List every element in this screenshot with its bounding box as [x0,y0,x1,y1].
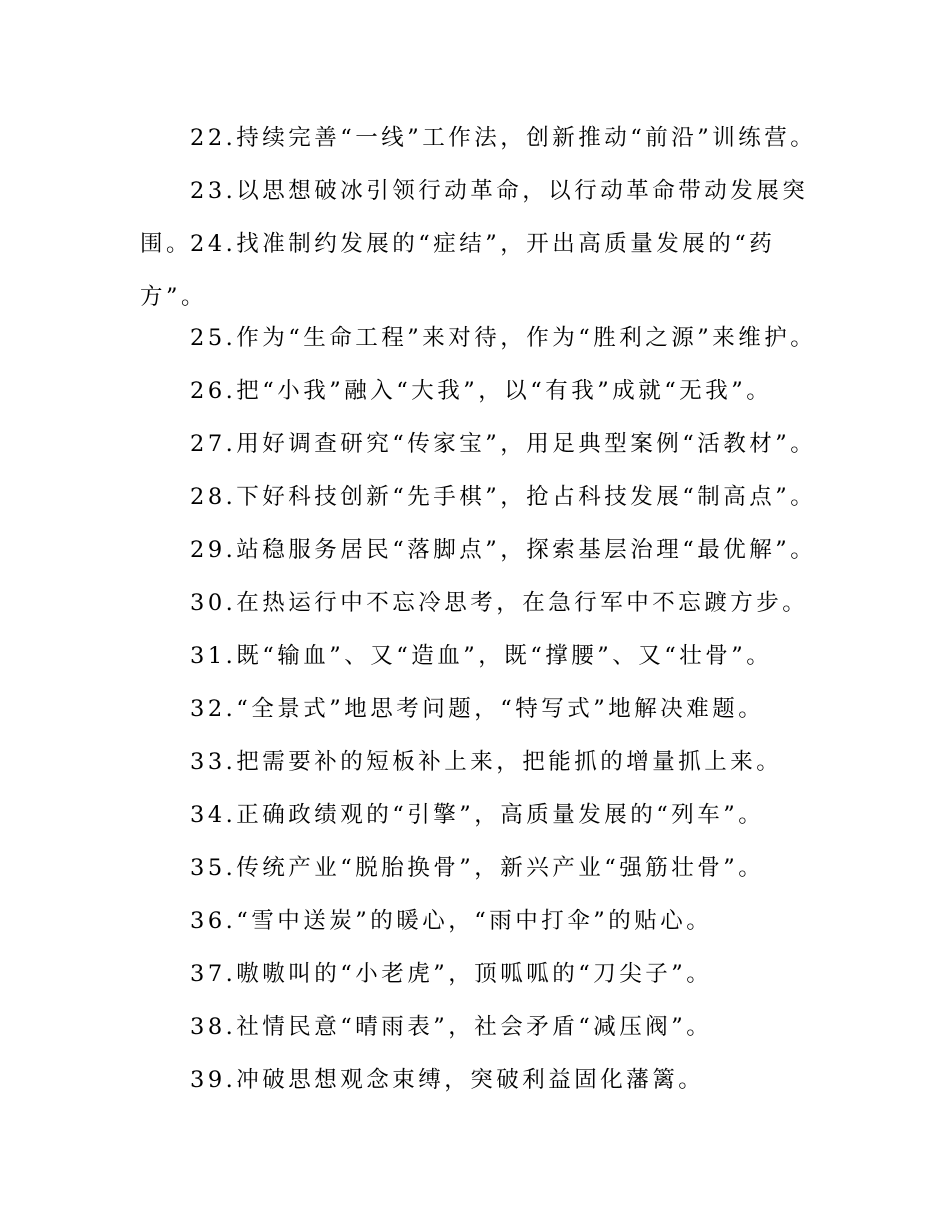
phrase-item-26: 26.把“小我”融入“大我”，以“有我”成就“无我”。 [190,378,773,404]
phrase-item-36: 36.“雪中送炭”的暖心，“雨中打伞”的贴心。 [190,908,713,934]
phrase-item-35: 35.传统产业“脱胎换骨”，新兴产业“强筋壮骨”。 [190,855,765,881]
phrase-item-30: 30.在热运行中不忘冷思考，在急行军中不忘踱方步。 [190,590,809,616]
phrase-item-22: 22.持续完善“一线”工作法，创新推动“前沿”训练营。 [190,125,817,151]
phrase-item-34: 34.正确政绩观的“引擎”，高质量发展的“列车”。 [190,802,765,828]
phrase-item-24: 24.找准制约发展的“症结”，开出高质量发展的“药方”。 [140,231,776,310]
phrase-item-33: 33.把需要补的短板补上来，把能抓的增量抓上来。 [190,749,783,775]
phrase-item-39: 39.冲破思想观念束缚，突破利益固化藩篱。 [190,1067,705,1093]
phrase-item-38: 38.社情民意“晴雨表”，社会矛盾“减压阀”。 [190,1014,713,1040]
phrase-item-29: 29.站稳服务居民“落脚点”，探索基层治理“最优解”。 [190,537,817,563]
phrase-item-32: 32.“全景式”地思考问题，“特写式”地解决难题。 [190,696,765,722]
phrase-item-23: 23.以思想破冰引领行动革命，以行动革命带动发展突围。 [140,178,809,257]
phrase-item-31: 31.既“输血”、又“造血”，既“撑腰”、又“壮骨”。 [190,643,773,669]
phrase-item-37: 37.嗷嗷叫的“小老虎”，顶呱呱的“刀尖子”。 [190,961,713,987]
phrase-item-25: 25.作为“生命工程”来对待，作为“胜利之源”来维护。 [190,325,817,351]
phrase-item-28: 28.下好科技创新“先手棋”，抢占科技发展“制高点”。 [190,484,817,510]
phrase-item-27: 27.用好调查研究“传家宝”，用足典型案例“活教材”。 [190,431,817,457]
